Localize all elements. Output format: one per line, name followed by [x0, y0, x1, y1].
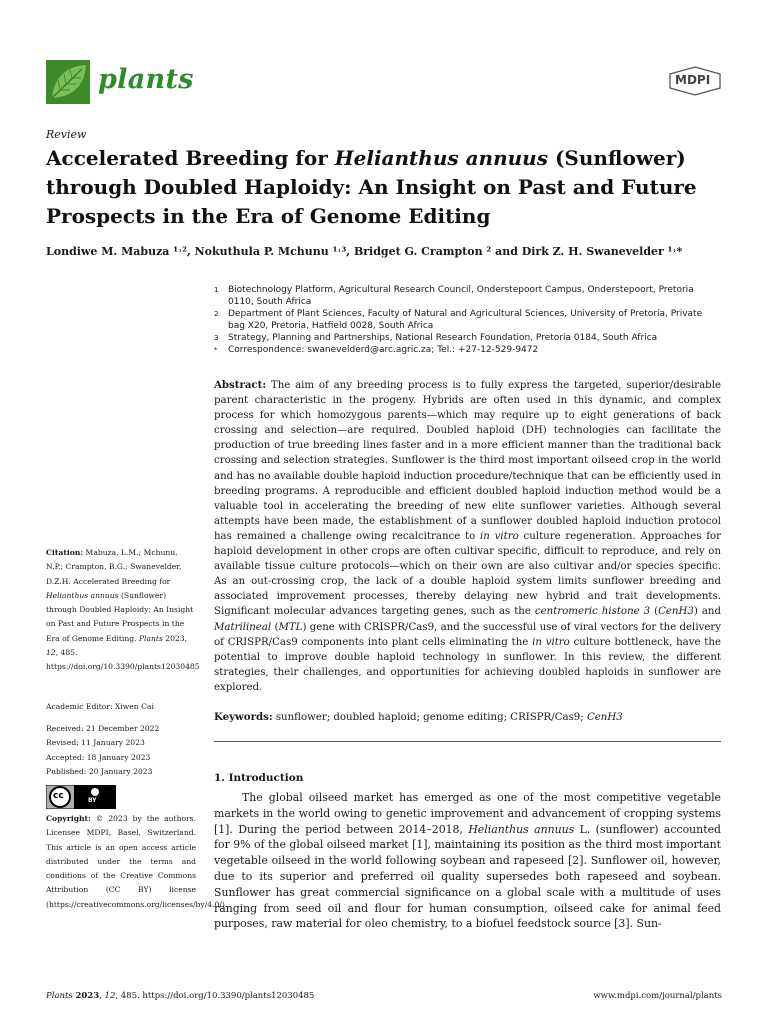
cc-badge-label: BY: [88, 797, 97, 804]
academic-editor: Academic Editor: Xiwen Cai: [46, 702, 154, 711]
publication-dates: [46, 722, 196, 779]
mdpi-wordmark: MDPI: [675, 73, 711, 87]
footer-citation: Plants 2023, 12, 485. https://doi.org/10.3390/plants12030485: [46, 991, 315, 1001]
journal-name: plants: [98, 64, 194, 95]
date-received: Received: 21 December 2022: [46, 724, 160, 733]
leaf-logo-icon: [46, 60, 90, 104]
footer-journal-url[interactable]: www.mdpi.com/journal/plants: [593, 991, 722, 1001]
correspondence: * Correspondence: swanevelderd@arc.agric.za; Tel.: +27-12-529-9472: [214, 345, 539, 355]
mdpi-logo: [668, 66, 722, 100]
affiliation-3: 3 Strategy, Planning and Partnerships, National Research Foundation, Pretoria 0184, South Africa: [214, 333, 658, 343]
cc-letters: cc: [53, 791, 64, 801]
cc-by-license-icon[interactable]: [46, 785, 116, 809]
abstract: Abstract: The aim of any breeding process is to fully express the targeted, superior/desirable parent characteristic in the progeny. Hybrids are often used in this dynamic, and complex process for which homozygous parents—which may require up to eight generations of back crossing and selection—are required. Doubled haploid (DH) technologies can facilitate the production of true breeding lines faster and in a more efficient manner than the traditional back crossing and selection strategies. Sunflower is the third most important oilseed crop in the world and has no available double haploid induction procedure/technique that can be efficiently used in breeding programs. A reproducible and efficient doubled haploid induction method would be a valuable tool in accelerating the breeding of new elite sunflower varieties. Although several attempts have been made, the establishment of a sunflower doubled haploid induction protocol has remained a challenge owing recalcitrance to in vitro culture regeneration. Approaches for haploid development in other crops are often cultivar specific, difficult to reproduce, and rely on available tissue culture protocols—which on their own are also cultivar and/or species specific. As an out-crossing crop, the lack of a double haploid system limits sunflower breeding and associated improvement processes, thereby delaying new hybrid and trait developments. Significant molecular advances targeting genes, such as the centromeric histone 3 (CenH3) and Matrilineal (MTL) gene with CRISPR/Cas9, and the successful use of viral vectors for the delivery of CRISPR/Cas9 components into plant cells eliminating the in vitro culture bottleneck, have the potential to improve double haploid technology in sunflower. In this review, the different strategies, their challenges, and opportunities for achieving doubled haploids in sunflower are explored.: [214, 379, 722, 693]
affiliation-1: 1 Biotechnology Platform, Agricultural Research Council, Onderstepoort Campus, Onderstepoort, Pretoria 0110, South Africa: [214, 285, 694, 307]
keywords: Keywords: sunflower; doubled haploid; genome editing; CRISPR/Cas9; CenH3: [214, 711, 623, 723]
author-list: Londiwe M. Mabuza ¹˒², Nokuthula P. Mchunu ¹˒³, Bridget G. Crampton ² and Dirk Z. H. Swanevelder ¹˒*: [46, 245, 683, 258]
introduction-paragraph: The global oilseed market has emerged as one of the most competitive vegetable markets in the world owing to genetic improvement and advancement of cropping systems [1]. During the period between 2014–2018, Helianthus annuus L. (sunflower) accounted for 9% of the global oilseed market [1], maintaining its position as the third most important vegetable oilseed in the world following soybean and rapeseed [2]. Sunflower oil, however, due to its superior and preferred oil quality supersedes both rapeseed and soybean. Sunflower has great commercial significance on a global scale with a multitude of uses ranging from seed oil and flour for human consumption, oilseed cake for animal feed purposes, raw material for oleo chemistry, to a biofuel feedstock source [3]. Sun-: [214, 791, 721, 931]
date-accepted: Accepted: 18 January 2023: [46, 752, 151, 762]
date-revised: Revised: 11 January 2023: [46, 738, 145, 748]
date-published: Published: 20 January 2023: [46, 766, 153, 776]
section-divider: [214, 741, 721, 742]
copyright-notice: Copyright: © 2023 by the authors. Licensee MDPI, Basel, Switzerland. This article is an open access article distributed under the terms and conditions of the Creative Commons Attribution (CC BY) license (https://creativecommons.org/licenses/by/4.0/).: [46, 814, 228, 909]
article-title: Accelerated Breeding for Helianthus annuus (Sunflower) through Doubled Haploidy: An Insight on Past and Future Prospects in the Era of Genome Editing: [46, 146, 697, 228]
affiliation-2: 2 Department of Plant Sciences, Faculty of Natural and Agricultural Sciences, University of Pretoria, Private bag X20, Pretoria, Hatfield 0028, South Africa: [214, 309, 703, 331]
section-heading: 1. Introduction: [214, 772, 304, 784]
article-type: Review: [46, 128, 87, 141]
citation-block: Citation: Mabuza, L.M.; Mchunu, N.P.; Crampton, B.G.; Swanevelder, D.Z.H. Accelerated Breeding for Helianthus annuus (Sunflower) through Doubled Haploidy: An Insight on Past and Future Prospects in the Era of Genome Editing. Plants 2023, 12, 485. https://doi.org/10.3390/plants12030485: [46, 548, 200, 672]
affiliations: [214, 284, 714, 356]
